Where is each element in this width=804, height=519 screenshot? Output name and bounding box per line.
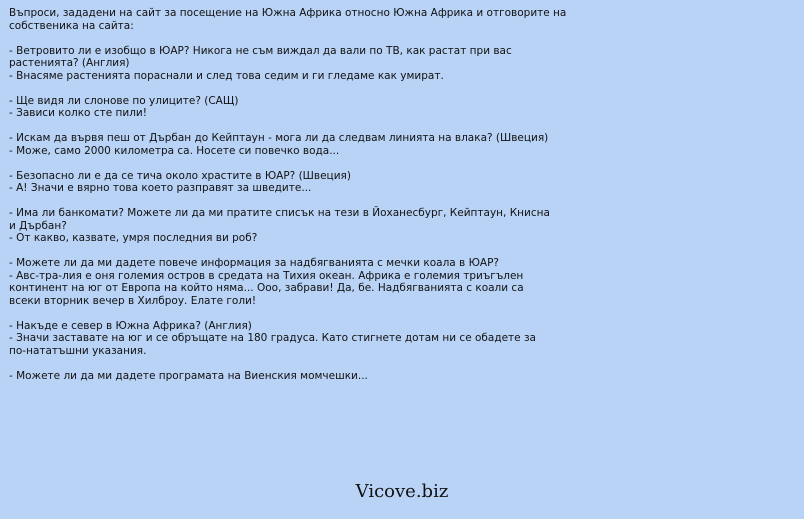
qa-block <box>9 257 609 307</box>
qa-line: по-нататъшни указания. <box>9 344 147 357</box>
qa-line: - Искам да вървя пеш от Дърбан до Кейптаун - мога ли да следвам линията на влака? (Швеция) <box>9 132 549 144</box>
qa-line: - Авс-тра-лия е оня големия остров в средата на Тихия океан. Африка е големия триъгълен <box>9 269 524 282</box>
qa-line: континент на юг от Европа на който няма... Ооо, забрави! Да, бе. Надбягванията с коали са <box>9 282 524 294</box>
site-name-link[interactable]: Vicove.biz <box>355 481 449 502</box>
qa-line: - Има ли банкомати? Можете ли да ми пратите списък на тези в Йоханесбург, Кейптаун, Книсна <box>9 207 550 219</box>
qa-line: - Внасяме растенията пораснали и след това седим и ги гледаме как умират. <box>9 69 444 82</box>
qa-block <box>9 320 609 358</box>
qa-block <box>9 132 609 157</box>
qa-line: - Значи заставате на юг и се обръщате на 180 градуса. Като стигнете дотам ни се обадете за <box>9 332 536 344</box>
intro-paragraph <box>9 7 609 32</box>
qa-block <box>9 170 609 195</box>
qa-block <box>9 95 609 120</box>
qa-line: - Безопасно ли е да се тича около храстите в ЮАР? (Швеция) <box>9 169 351 182</box>
qa-line: - Можете ли да ми дадете програмата на Виенския момчешки... <box>9 369 368 382</box>
intro-line: собственика на сайта: <box>9 19 134 32</box>
qa-line: и Дърбан? <box>9 219 67 232</box>
qa-line: - От какво, казвате, умря последния ви роб? <box>9 232 258 244</box>
qa-line: всеки вторник вечер в Хилброу. Елате голи! <box>9 294 257 307</box>
qa-line: - Може, само 2000 километра са. Носете си повечко вода... <box>9 144 340 157</box>
qa-line: - Ще видя ли слонове по улиците? (САЩ) <box>9 94 239 107</box>
joke-text <box>9 7 609 395</box>
qa-line: - А! Значи е вярно това което разправят за шведите... <box>9 182 312 194</box>
qa-block <box>9 45 609 83</box>
site-footer <box>0 481 804 503</box>
qa-block <box>9 207 609 245</box>
qa-line: - Можете ли да ми дадете повече информация за надбягванията с мечки коала в ЮАР? <box>9 257 500 269</box>
qa-line: - Ветровито ли е изобщо в ЮАР? Никога не съм виждал да вали по ТВ, как растат при вас <box>9 44 512 57</box>
qa-line: - Накъде е север в Южна Африка? (Англия) <box>9 319 252 332</box>
qa-line: растенията? (Англия) <box>9 57 130 69</box>
qa-line: - Зависи колко сте пили! <box>9 107 147 119</box>
intro-line: Въпроси, зададени на сайт за посещение на Южна Африка относно Южна Африка и отговорите на <box>9 7 567 19</box>
qa-block <box>9 370 609 383</box>
